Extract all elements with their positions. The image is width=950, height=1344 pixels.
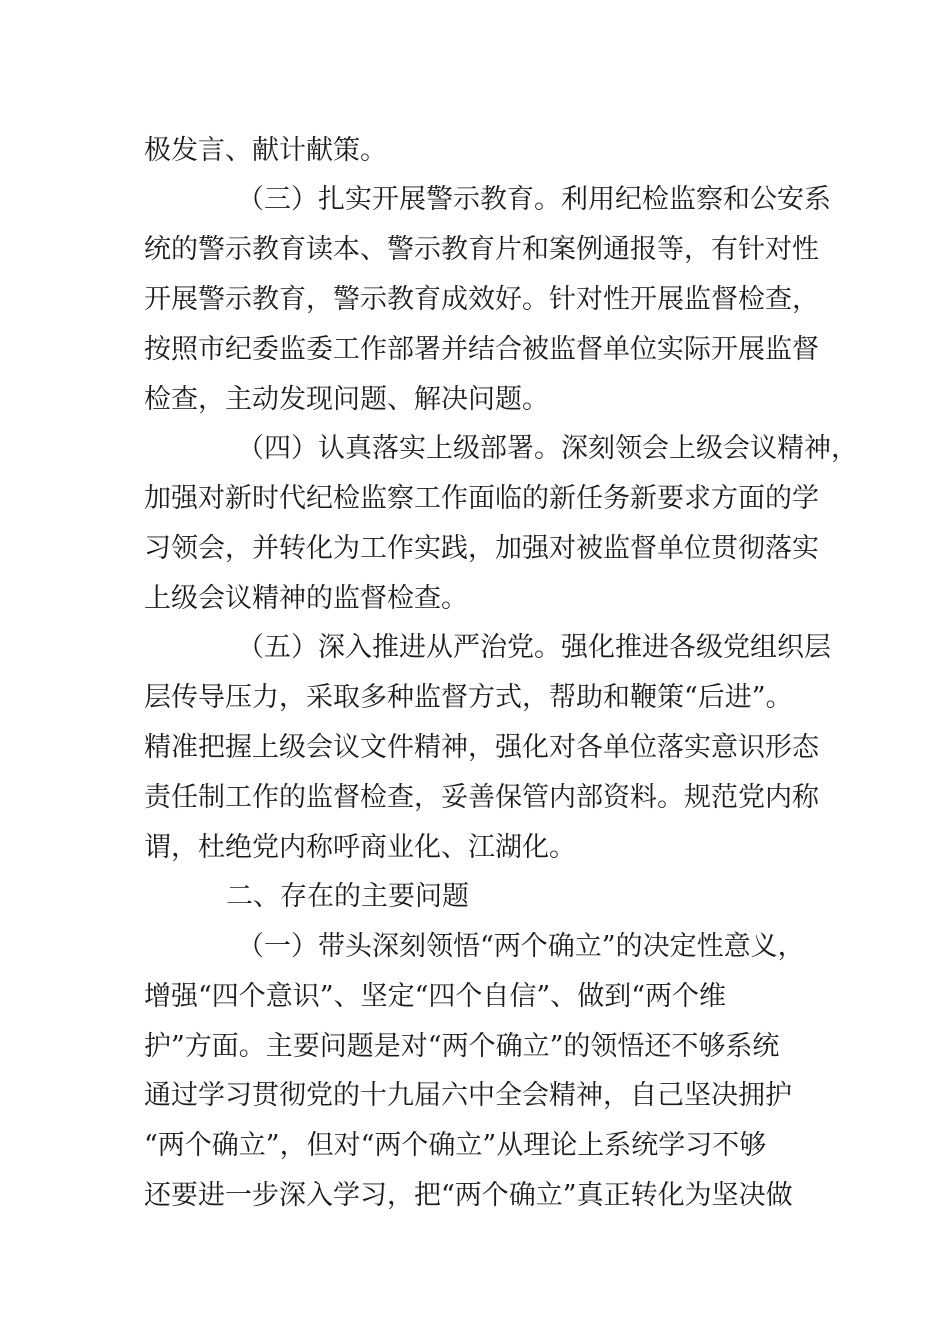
text-line: “两个确立”，但对“两个确立”从理论上系统学习不够 bbox=[144, 1130, 767, 1161]
text-line: 还要进一步深入学习，把“两个确立”真正转化为坚决做 bbox=[144, 1180, 793, 1211]
text-line: 开展警示教育，警示教育成效好。针对性开展监督检查， bbox=[144, 284, 819, 315]
text-line: 层传导压力，采取多种监督方式，帮助和鞭策“后进”。 bbox=[144, 682, 793, 713]
paragraph-three-start: （三）扎实开展警示教育。利用纪检监察和公安系 bbox=[237, 184, 831, 215]
text-line: 增强“四个意识”、坚定“四个自信”、做到“两个维 bbox=[144, 981, 727, 1012]
text-line: 习领会，并转化为工作实践，加强对被监督单位贯彻落实 bbox=[144, 533, 819, 564]
text-line: 责任制工作的监督检查，妥善保管内部资料。规范党内称 bbox=[144, 782, 819, 813]
paragraph-problem-one-start: （一）带头深刻领悟“两个确立”的决定性意义， bbox=[237, 931, 805, 962]
paragraph-five-start: （五）深入推进从严治党。强化推进各级党组织层 bbox=[237, 632, 831, 663]
text-line: 按照市纪委监委工作部署并结合被监督单位实际开展监督 bbox=[144, 334, 819, 365]
text-line: 加强对新时代纪检监察工作面临的新任务新要求方面的学 bbox=[144, 483, 819, 514]
text-line: 通过学习贯彻党的十九届六中全会精神，自己坚决拥护 bbox=[144, 1080, 792, 1111]
text-line: 检查，主动发现问题、解决问题。 bbox=[144, 384, 549, 415]
section-heading: 二、存在的主要问题 bbox=[226, 881, 469, 912]
text-line: 上级会议精神的监督检查。 bbox=[144, 583, 468, 614]
text-line: 极发言、献计献策。 bbox=[144, 135, 387, 166]
text-line: 谓，杜绝党内称呼商业化、江湖化。 bbox=[144, 832, 576, 863]
text-line: 统的警示教育读本、警示教育片和案例通报等，有针对性 bbox=[144, 234, 819, 265]
text-line: 护”方面。主要问题是对“两个确立”的领悟还不够系统 bbox=[144, 1031, 780, 1062]
paragraph-four-start: （四）认真落实上级部署。深刻领会上级会议精神， bbox=[237, 433, 858, 464]
text-line: 精准把握上级会议文件精神，强化对各单位落实意识形态 bbox=[144, 732, 819, 763]
